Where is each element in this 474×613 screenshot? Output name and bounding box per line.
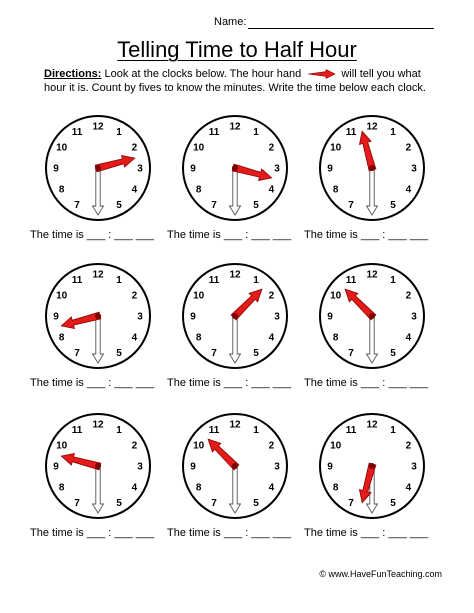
clock-number: 7 (74, 199, 80, 211)
name-label: Name: (214, 16, 247, 28)
clock-8 (167, 406, 303, 556)
clock-number: 3 (274, 461, 280, 473)
clock-number: 12 (366, 269, 378, 281)
clock-number: 9 (190, 163, 196, 175)
clock-face-1 (30, 108, 166, 238)
clock-number: 5 (390, 347, 396, 359)
clock-number: 12 (92, 121, 104, 133)
clock-number: 12 (229, 419, 241, 431)
time-answer-line[interactable]: The time is ___ : ___ ___ (304, 229, 429, 241)
clock-number: 4 (268, 332, 275, 344)
clock-number: 4 (268, 184, 275, 196)
clock-number: 7 (348, 347, 354, 359)
clock-number: 5 (253, 497, 259, 509)
clock-center-hub (369, 463, 375, 469)
clock-number: 1 (116, 275, 122, 287)
clock-number: 10 (193, 440, 205, 452)
clock-number: 5 (390, 497, 396, 509)
clock-6 (304, 256, 440, 406)
clock-number: 8 (58, 332, 65, 344)
clock-number: 9 (53, 311, 59, 323)
clock-number: 11 (71, 275, 83, 287)
clock-number: 10 (193, 142, 205, 154)
clock-number: 2 (268, 142, 275, 154)
clock-number: 5 (116, 347, 122, 359)
clock-face-4 (30, 256, 166, 386)
clock-number: 2 (405, 440, 412, 452)
clock-number: 7 (74, 347, 80, 359)
clock-number: 5 (253, 199, 259, 211)
clock-number: 5 (116, 497, 122, 509)
clock-number: 9 (53, 163, 59, 175)
clock-number: 12 (366, 419, 378, 431)
clock-number: 10 (56, 142, 68, 154)
page-title (0, 37, 474, 63)
clock-number: 3 (137, 461, 143, 473)
clock-number: 11 (345, 127, 357, 139)
clock-number: 3 (411, 163, 417, 175)
clock-number: 8 (332, 184, 339, 196)
clock-number: 4 (405, 482, 412, 494)
clock-number: 1 (390, 275, 396, 287)
clock-number: 3 (274, 311, 280, 323)
clock-number: 12 (229, 269, 241, 281)
clock-number: 4 (131, 482, 138, 494)
clock-number: 12 (92, 269, 104, 281)
clock-number: 7 (211, 347, 217, 359)
clock-center-hub (232, 313, 238, 319)
clock-3 (304, 108, 440, 258)
clock-number: 11 (71, 127, 83, 139)
clock-number: 3 (411, 311, 417, 323)
clock-number: 5 (390, 199, 396, 211)
clock-7 (30, 406, 166, 556)
time-answer-line[interactable]: The time is ___ : ___ ___ (30, 377, 155, 389)
clock-number: 9 (327, 311, 333, 323)
clock-face-7 (30, 406, 166, 536)
clock-number: 5 (116, 199, 122, 211)
clock-number: 8 (58, 184, 65, 196)
clock-number: 4 (268, 482, 275, 494)
time-answer-line[interactable]: The time is ___ : ___ ___ (30, 527, 155, 539)
clock-number: 2 (268, 440, 275, 452)
clock-number: 7 (211, 497, 217, 509)
clock-number: 1 (116, 425, 122, 437)
clock-number: 7 (211, 199, 217, 211)
clock-center-hub (232, 165, 238, 171)
clock-number: 5 (253, 347, 259, 359)
clock-number: 2 (268, 290, 275, 302)
clock-number: 1 (390, 127, 396, 139)
name-field[interactable] (214, 14, 444, 34)
page-title-text: Telling Time to Half Hour (117, 37, 357, 62)
clock-number: 8 (195, 482, 202, 494)
clock-9 (304, 406, 440, 556)
clock-face-8 (167, 406, 303, 536)
clock-number: 8 (332, 332, 339, 344)
clock-number: 10 (56, 290, 68, 302)
clock-number: 9 (327, 461, 333, 473)
clock-number: 11 (208, 275, 220, 287)
time-answer-line[interactable]: The time is ___ : ___ ___ (167, 229, 292, 241)
footer-copyright: © www.HaveFunTeaching.com (319, 569, 442, 579)
clock-number: 3 (137, 163, 143, 175)
hour-hand-icon (306, 69, 336, 79)
clock-number: 2 (131, 440, 138, 452)
clock-face-2 (167, 108, 303, 238)
clock-number: 3 (137, 311, 143, 323)
clock-number: 4 (405, 332, 412, 344)
directions (44, 67, 444, 95)
time-answer-line[interactable]: The time is ___ : ___ ___ (167, 377, 292, 389)
clock-number: 1 (253, 275, 259, 287)
clock-number: 1 (390, 425, 396, 437)
clock-number: 11 (345, 275, 357, 287)
clock-face-9 (304, 406, 440, 536)
clock-number: 9 (190, 311, 196, 323)
clock-number: 2 (405, 290, 412, 302)
clock-center-hub (369, 165, 375, 171)
time-answer-line[interactable]: The time is ___ : ___ ___ (304, 527, 429, 539)
clock-number: 3 (411, 461, 417, 473)
clock-number: 8 (58, 482, 65, 494)
clock-number: 8 (195, 332, 202, 344)
clock-number: 7 (348, 497, 354, 509)
clock-number: 4 (131, 332, 138, 344)
clock-number: 4 (131, 184, 138, 196)
time-answer-line[interactable]: The time is ___ : ___ ___ (167, 527, 292, 539)
clock-center-hub (232, 463, 238, 469)
clock-number: 10 (330, 440, 342, 452)
clock-number: 8 (332, 482, 339, 494)
clock-number: 2 (405, 142, 412, 154)
clock-number: 11 (208, 127, 220, 139)
time-answer-line[interactable]: The time is ___ : ___ ___ (304, 377, 429, 389)
clock-number: 10 (330, 290, 342, 302)
clock-2 (167, 108, 303, 258)
clock-center-hub (95, 463, 101, 469)
directions-label: Directions: (44, 68, 102, 80)
directions-text-after: will tell you what hour it is. Count by fives to know the minutes. Write the time below each clock. (44, 68, 426, 94)
clock-number: 7 (348, 199, 354, 211)
clock-number: 1 (253, 127, 259, 139)
clock-number: 2 (131, 142, 138, 154)
clock-number: 4 (405, 184, 412, 196)
clock-number: 10 (330, 142, 342, 154)
clock-face-3 (304, 108, 440, 238)
clock-5 (167, 256, 303, 406)
clock-number: 12 (92, 419, 104, 431)
clock-number: 9 (327, 163, 333, 175)
clock-number: 9 (53, 461, 59, 473)
clock-center-hub (369, 313, 375, 319)
clock-number: 12 (366, 121, 378, 133)
clock-number: 9 (190, 461, 196, 473)
clock-4 (30, 256, 166, 406)
clock-number: 3 (274, 163, 280, 175)
clock-number: 1 (253, 425, 259, 437)
clock-center-hub (95, 165, 101, 171)
clock-number: 7 (74, 497, 80, 509)
directions-text-before: Look at the clocks below. The hour hand (101, 68, 302, 80)
clock-number: 12 (229, 121, 241, 133)
clock-number: 11 (71, 425, 83, 437)
clock-number: 11 (208, 425, 220, 437)
clock-number: 2 (131, 290, 138, 302)
name-blank-line[interactable] (248, 28, 434, 29)
clock-number: 10 (193, 290, 205, 302)
clock-face-6 (304, 256, 440, 386)
time-answer-line[interactable]: The time is ___ : ___ ___ (30, 229, 155, 241)
clock-number: 11 (345, 425, 357, 437)
clock-number: 10 (56, 440, 68, 452)
clock-center-hub (95, 313, 101, 319)
clock-1 (30, 108, 166, 258)
clock-number: 8 (195, 184, 202, 196)
clock-face-5 (167, 256, 303, 386)
clock-number: 1 (116, 127, 122, 139)
